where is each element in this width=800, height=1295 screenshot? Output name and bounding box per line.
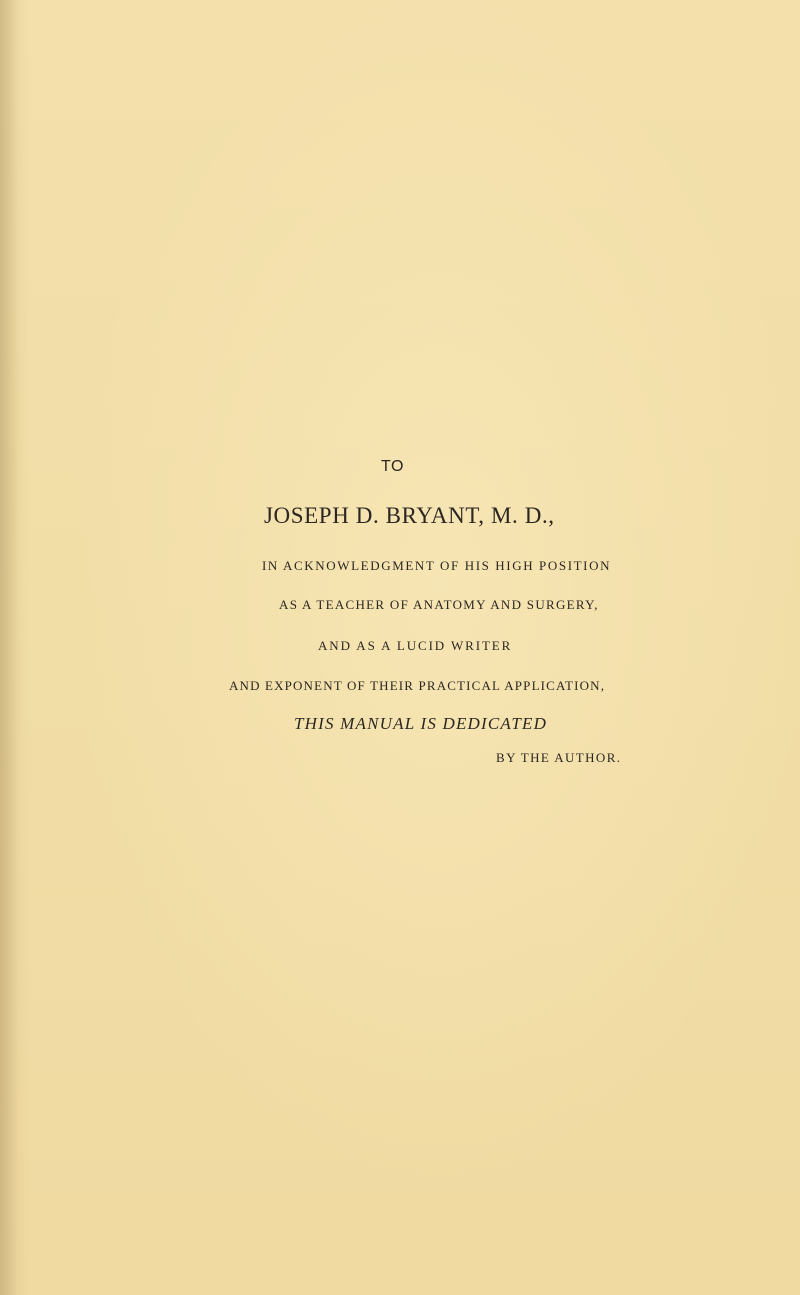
dedicatee-name: JOSEPH D. BRYANT, M. D.,	[264, 503, 555, 528]
page-gutter-shadow	[0, 0, 18, 1295]
dedication-to: TO	[381, 458, 404, 475]
dedication-statement: THIS MANUAL IS DEDICATED	[294, 714, 548, 733]
dedication-line-1: IN ACKNOWLEDGMENT OF HIS HIGH POSITION	[262, 558, 612, 573]
dedication-line-2: AS A TEACHER OF ANATOMY AND SURGERY,	[279, 597, 599, 612]
author-byline: BY THE AUTHOR.	[496, 750, 622, 765]
dedication-line-4: AND EXPONENT OF THEIR PRACTICAL APPLICATION,	[229, 678, 606, 693]
dedication-line-3: AND AS A LUCID WRITER	[318, 638, 513, 653]
